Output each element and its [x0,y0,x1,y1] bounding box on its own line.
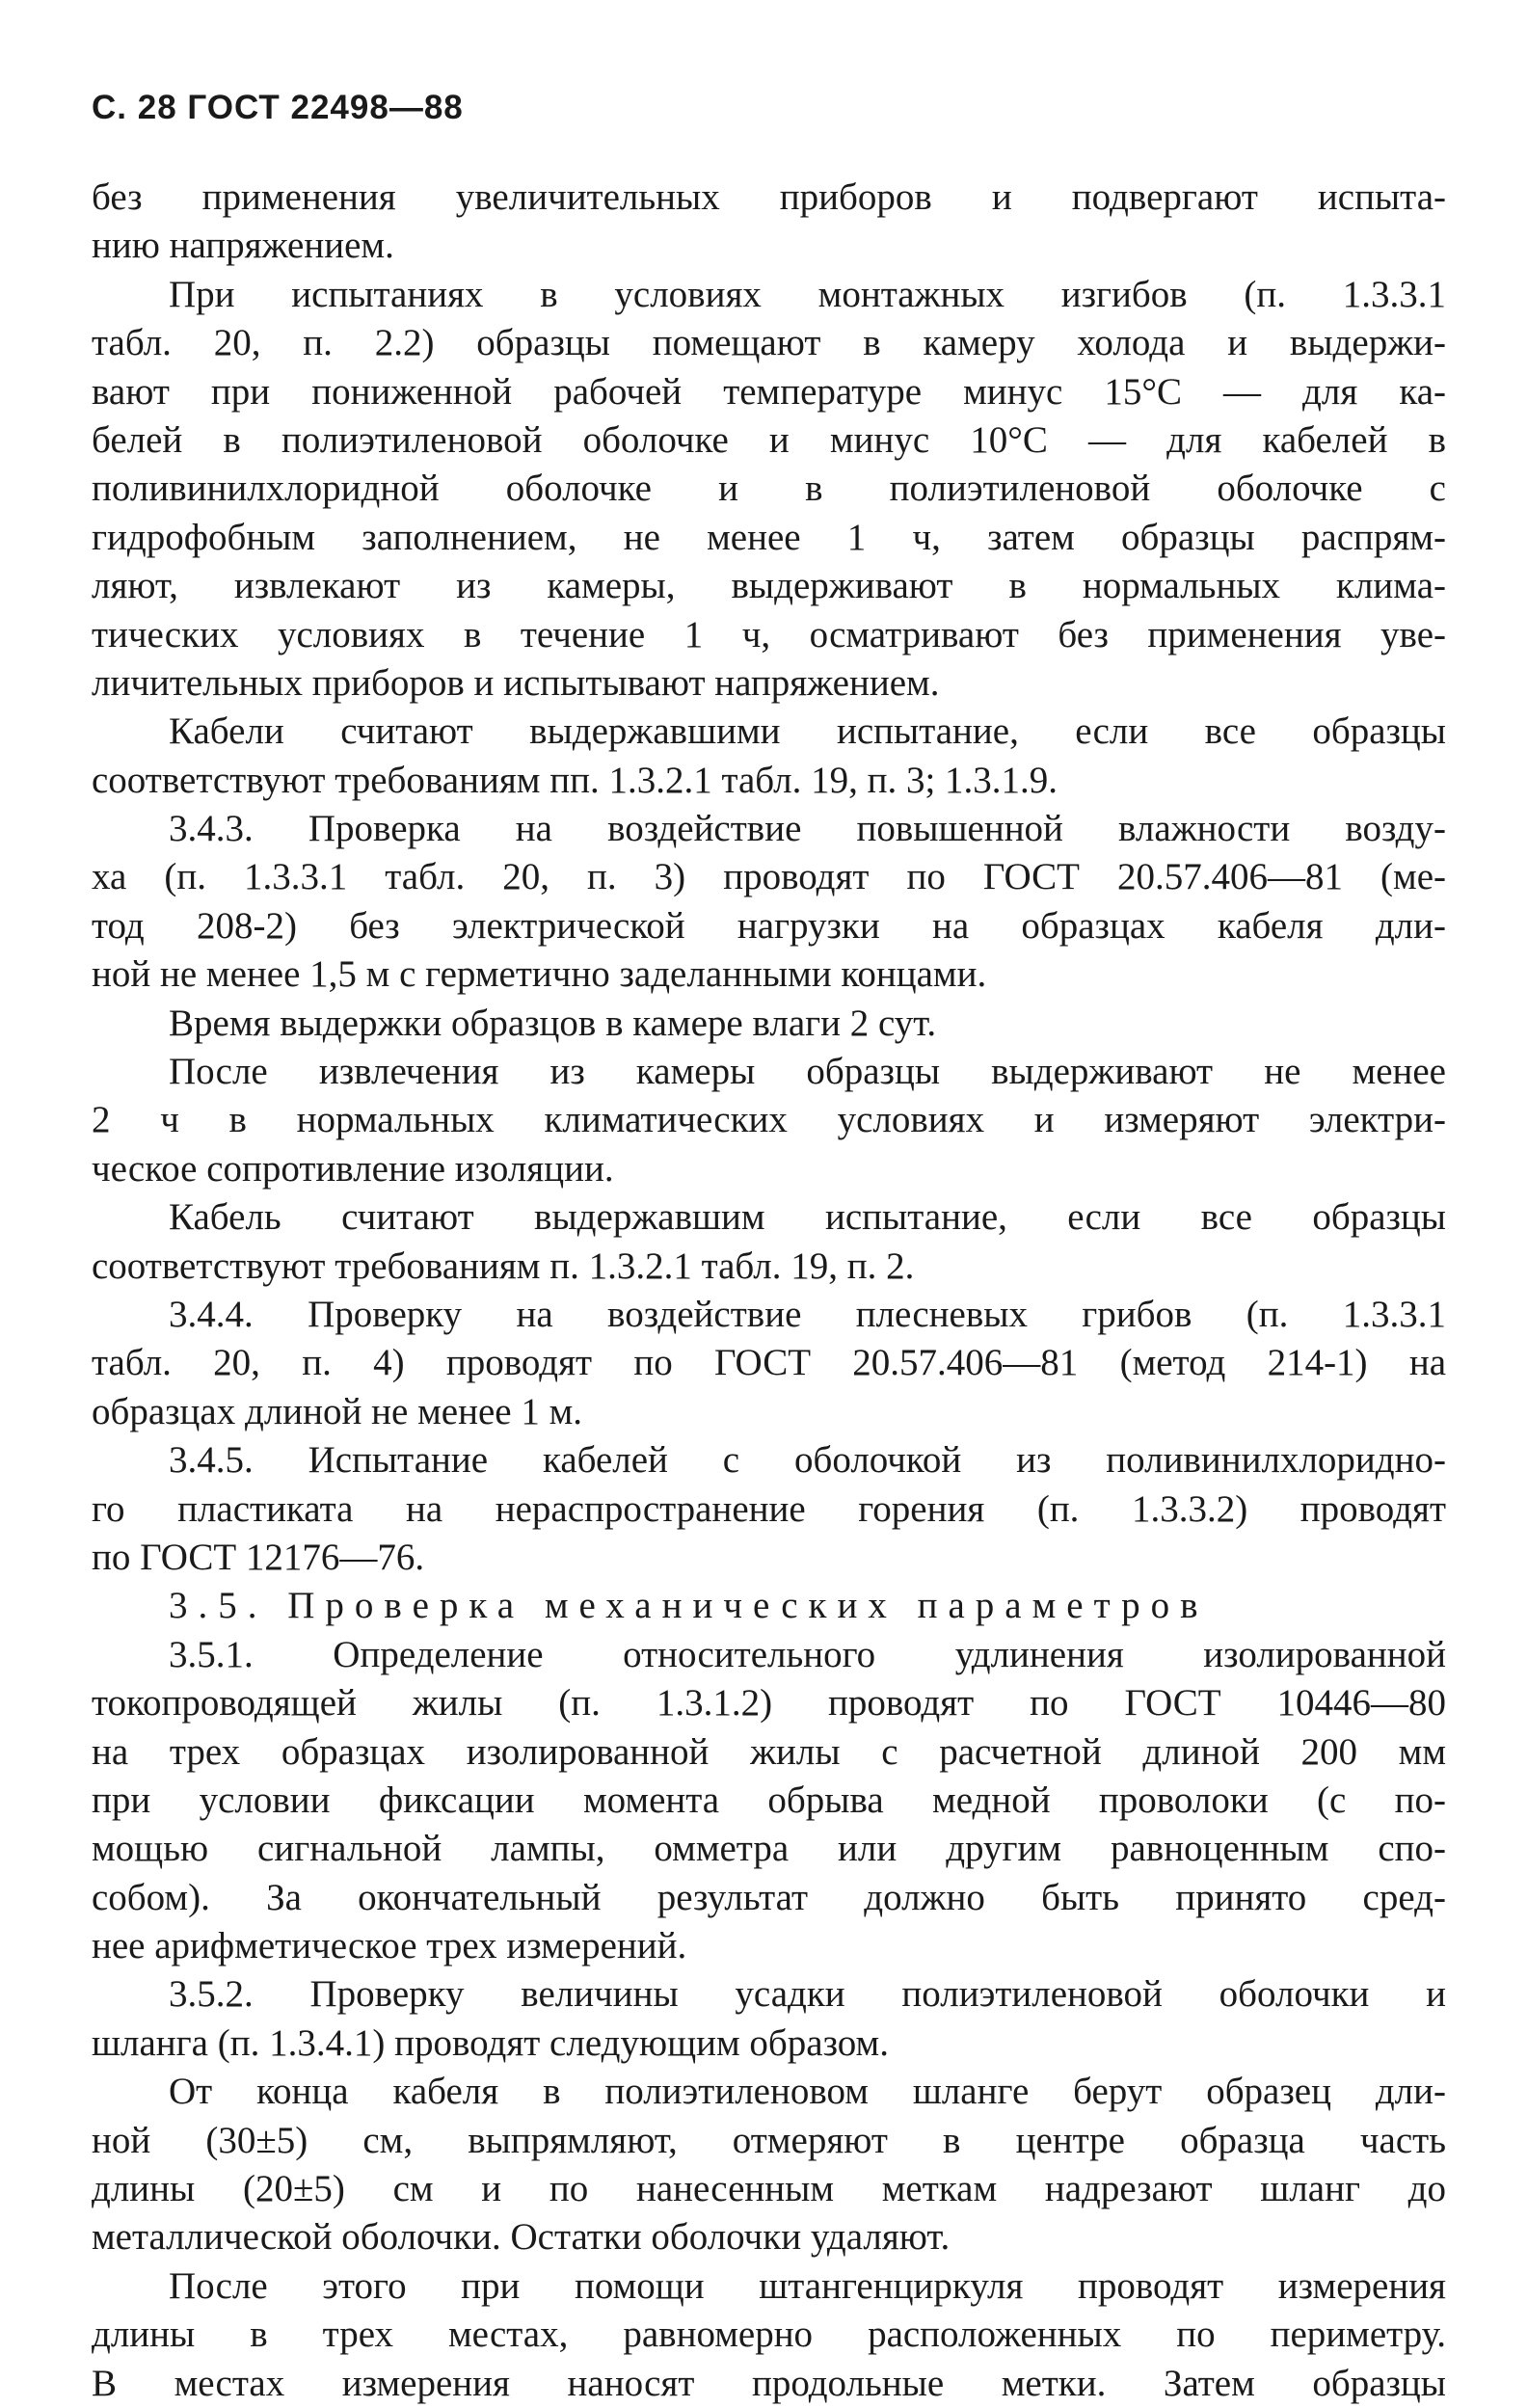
text-line: мощью сигнальной лампы, омметра или другим равноценным спо- [92,1828,1446,1870]
text-line: 3.5.1. Определение относительного удлинения изолированной [169,1633,1446,1675]
text-line: го пластиката на нераспространение горения (п. 1.3.3.2) проводят [92,1487,1446,1530]
text-line: Кабель считают выдержавшим испытание, если все образцы [169,1196,1446,1239]
text-line: шланга (п. 1.3.4.1) проводят следующим образом. [92,2021,889,2064]
section-heading: 3.5. Проверка механических параметров [169,1585,1209,1627]
text-line: тических условиях в течение 1 ч, осматривают без применения уве- [92,613,1446,656]
text-line: Кабели считают выдержавшими испытание, если все образцы [169,710,1446,753]
text-line: После извлечения из камеры образцы выдерживают не менее [169,1051,1446,1093]
text-line: В местах измерения наносят продольные метки. Затем образцы [92,2362,1446,2404]
text-line: токопроводящей жилы (п. 1.3.1.2) проводят по ГОСТ 10446—80 [92,1682,1446,1725]
text-line: гидрофобным заполнением, не менее 1 ч, затем образцы распрям- [92,516,1446,558]
text-line: ной не менее 1,5 м с герметично заделанными концами. [92,953,987,996]
text-line: металлической оболочки. Остатки оболочки удаляют. [92,2216,951,2259]
text-line: 3.4.4. Проверку на воздействие плесневых грибов (п. 1.3.3.1 [169,1293,1446,1335]
body-text [92,174,1446,2408]
text-line: 3.4.3. Проверка на воздействие повышенной влажности возду- [169,808,1446,850]
text-line: ной (30±5) см, выпрямляют, отмеряют в центре образца часть [92,2119,1446,2161]
text-line: табл. 20, п. 2.2) образцы помещают в камеру холода и выдержи- [92,322,1446,364]
text-line: нию напряжением. [92,225,394,267]
text-line: 3.4.5. Испытание кабелей с оболочкой из поливинилхлоридно- [169,1439,1446,1482]
text-line: тод 208-2) без электрической нагрузки на образцах кабеля дли- [92,904,1446,947]
text-line: Время выдержки образцов в камере влаги 2 сут. [169,1002,937,1044]
text-line: После этого при помощи штангенциркуля проводят измерения [169,2264,1446,2307]
text-line: 3.5.2. Проверку величины усадки полиэтиленовой оболочки и [169,1973,1446,2016]
text-line: образцах длиной не менее 1 м. [92,1390,582,1432]
text-line: При испытаниях в условиях монтажных изгибов (п. 1.3.3.1 [169,273,1446,315]
text-line: без применения увеличительных приборов и подвергают испыта- [92,176,1446,218]
text-line: белей в полиэтиленовой оболочке и минус 10°С — для кабелей в [92,418,1446,461]
text-line: длины (20±5) см и по нанесенным меткам надрезают шланг до [92,2168,1446,2210]
text-line: ляют, извлекают из камеры, выдерживают в нормальных клима- [92,565,1446,607]
text-line: ческое сопротивление изоляции. [92,1147,614,1190]
text-line: по ГОСТ 12176—76. [92,1536,425,1578]
text-line: длины в трех местах, равномерно расположенных по периметру. [92,2314,1446,2356]
text-line: соответствуют требованиям пп. 1.3.2.1 табл. 19, п. 3; 1.3.1.9. [92,759,1058,801]
text-line: соответствуют требованиям п. 1.3.2.1 табл. 19, п. 2. [92,1244,915,1287]
text-line: 2 ч в нормальных климатических условиях и измеряют электри- [92,1099,1446,1141]
page-header: С. 28 ГОСТ 22498—88 [92,89,464,126]
text-line: поливинилхлоридной оболочке и в полиэтиленовой оболочке с [92,468,1446,510]
text-line: ха (п. 1.3.3.1 табл. 20, п. 3) проводят по ГОСТ 20.57.406—81 (ме- [92,856,1446,898]
text-line: личительных приборов и испытывают напряжением. [92,661,940,704]
text-line: табл. 20, п. 4) проводят по ГОСТ 20.57.406—81 (метод 214-1) на [92,1342,1446,1384]
text-line: собом). За окончательный результат должно быть принято сред- [92,1876,1446,1918]
text-line: вают при пониженной рабочей температуре минус 15°С — для ка- [92,370,1446,413]
text-line: при условии фиксации момента обрыва медной проволоки (с по- [92,1779,1446,1821]
text-line: нее арифметическое трех измерений. [92,1925,687,1967]
text-line: на трех образцах изолированной жилы с расчетной длиной 200 мм [92,1730,1446,1773]
text-line: От конца кабеля в полиэтиленовом шланге берут образец дли- [169,2071,1446,2113]
